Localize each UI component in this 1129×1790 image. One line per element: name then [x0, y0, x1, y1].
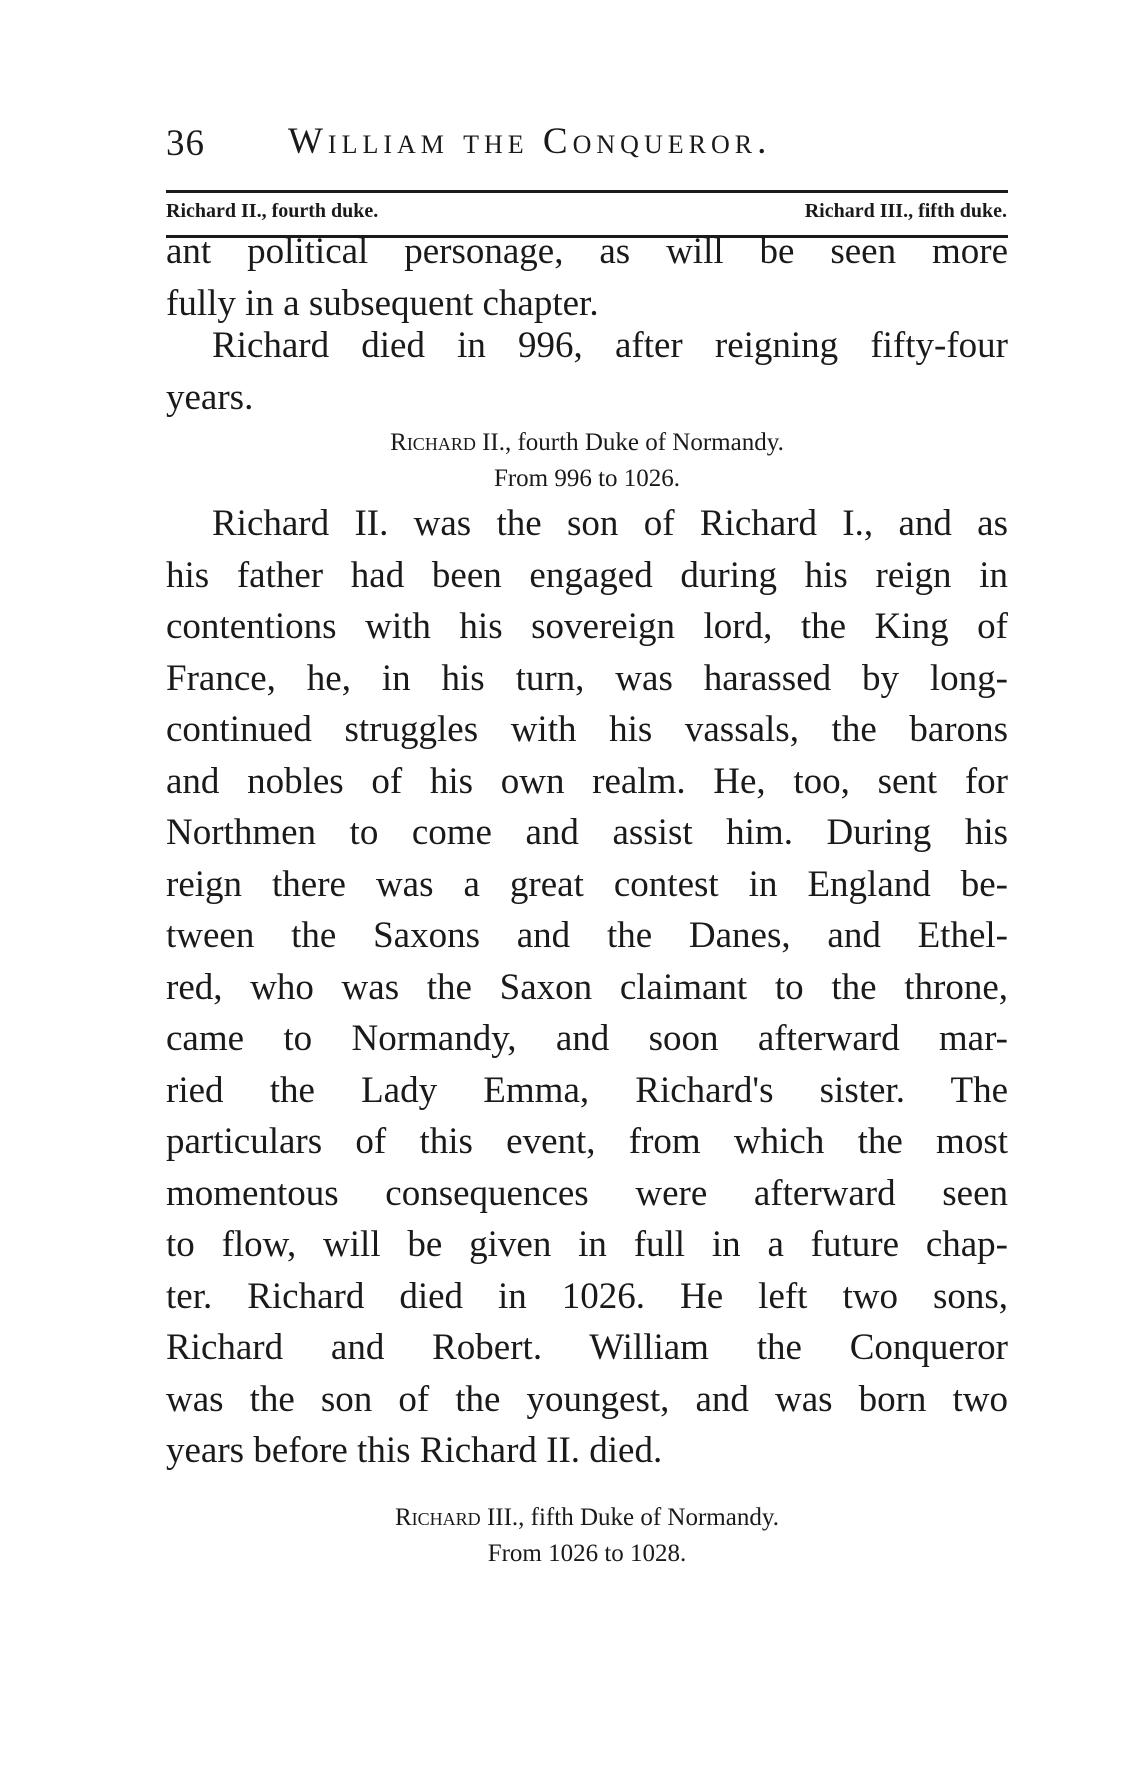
text-line: and nobles of his own realm. He, too, sent for [166, 760, 1008, 802]
paragraph-richard-ii [166, 498, 1008, 1477]
text-line: Richard died in 996, after reigning fifty-four [212, 325, 1008, 366]
text-line: Northmen to come and assist him. During his [166, 812, 1008, 853]
text-line: tween the Saxons and the Danes, and Ethel- [166, 915, 1008, 956]
paragraph-continued [166, 226, 1008, 329]
text-line: fully in a subsequent chapter. [166, 282, 599, 324]
paragraph-richard-died [166, 320, 1008, 423]
text-line: momentous consequences were afterward seen [166, 1172, 1008, 1214]
text-line: his father had been engaged during his reign in [166, 554, 1008, 596]
text-line: contentions with his sovereign lord, the King of [166, 606, 1008, 647]
text-line: came to Normandy, and soon afterward mar- [166, 1018, 1008, 1059]
text-line: Richard II. was the son of Richard I., and as [212, 503, 1008, 544]
section-heading-title: II., fourth Duke of Normandy. [475, 429, 784, 456]
text-line: to flow, will be given in full in a future chap- [166, 1224, 1008, 1265]
section-heading-name: Richard [395, 1504, 481, 1531]
text-line: ried the Lady Emma, Richard's sister. The [166, 1069, 1008, 1111]
text-line: red, who was the Saxon claimant to the throne, [166, 966, 1008, 1008]
page-number: 36 [166, 123, 205, 164]
text-line: ter. Richard died in 1026. He left two sons, [166, 1275, 1008, 1317]
text-line: ant political personage, as will be seen more [166, 231, 1008, 272]
text-line: France, he, in his turn, was harassed by long- [166, 657, 1008, 699]
section-heading-name: Richard [390, 429, 476, 456]
text-line: particulars of this event, from which the most [166, 1121, 1008, 1162]
text-line: reign there was a great contest in England be- [166, 863, 1008, 905]
section-heading-title: III., fifth Duke of Normandy. [480, 1504, 779, 1531]
section-heading-richard-ii [166, 425, 1008, 497]
header-rule-top [166, 190, 1008, 193]
subhead-right: Richard III., fifth duke. [804, 200, 1007, 222]
running-head [166, 118, 1010, 168]
section-heading-dates: From 1026 to 1028. [487, 1540, 687, 1567]
section-heading-dates: From 996 to 1026. [493, 465, 681, 492]
text-line: was the son of the youngest, and was born two [166, 1378, 1008, 1420]
book-title: William the Conqueror. [288, 121, 772, 162]
subhead-left: Richard II., fourth duke. [166, 200, 379, 222]
text-line: continued struggles with his vassals, the barons [166, 709, 1008, 750]
section-heading-richard-iii [166, 1500, 1008, 1572]
text-line: years before this Richard II. died. [166, 1430, 663, 1471]
text-line: years. [166, 376, 254, 418]
text-line: Richard and Robert. William the Conqueror [166, 1327, 1008, 1368]
